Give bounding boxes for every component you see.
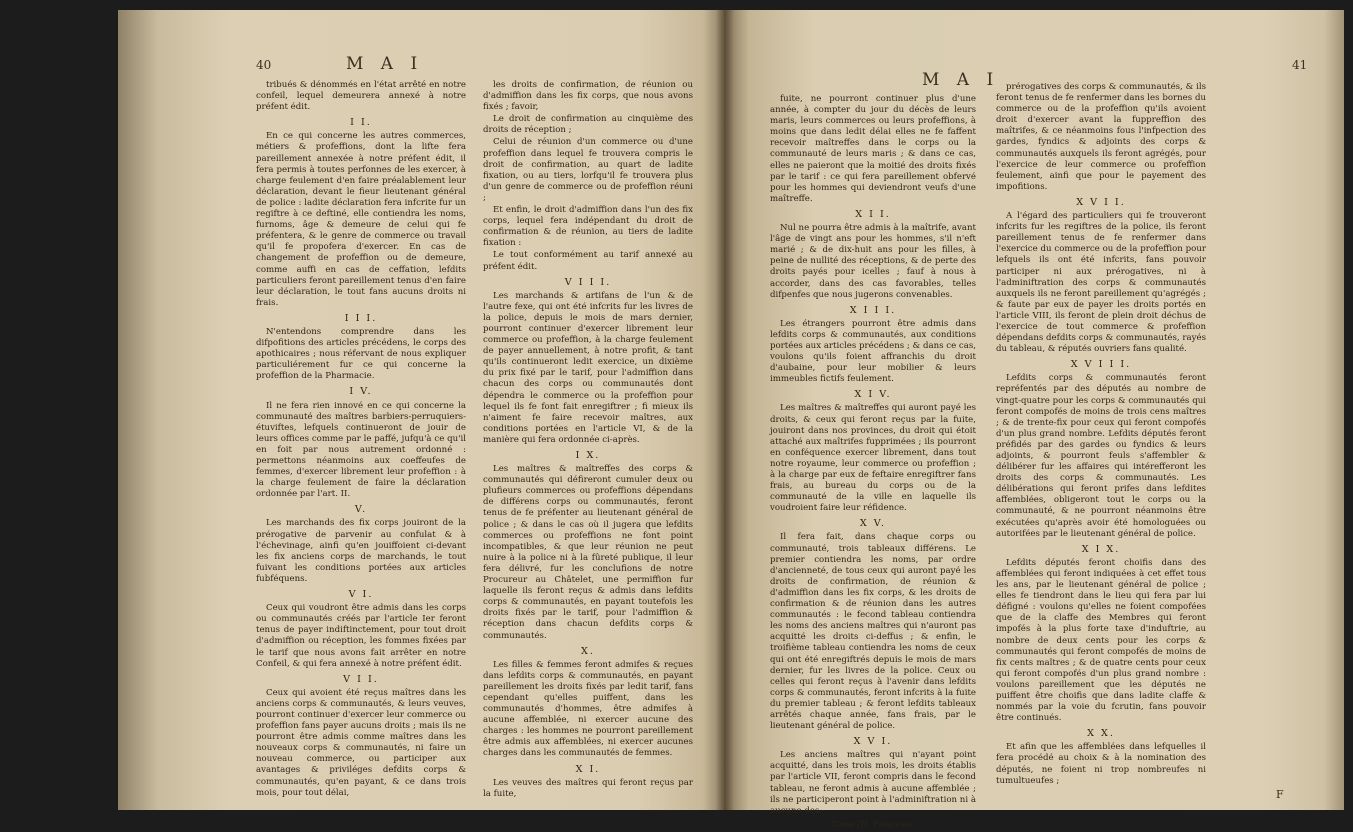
paragraph: prérogatives des corps & communautés, & ils feront tenus de fe renfermer dans les bornes du commerce ou de la profeffion qu'ils avoient droit d'exercer avant la fuppreffion des maîtrifes, & ce néanmoins fous l'infpection des gardes, fyndics & adjoints des corps & communautés auxquels ils feront agrégés, pour l'exercice de leur commerce ou profeffion feulement, ainfi que pour le payement des impofitions. bbox=[996, 82, 1206, 192]
article-heading: I V. bbox=[349, 386, 373, 398]
right-column-2 bbox=[996, 82, 1206, 788]
paragraph: Les maîtres & maîtreffes des corps & communautés qui défireront cumuler deux ou plufieurs commerces ou profeffions dépendans de différens corps ou communautés, feront tenus de fe préfenter au lieutenant général de police ; & dans le cas où il jugera que lefdits commerces ou profeffions ne font point incompatibles, & que leur réunion ne peut nuire à la police ni à la fûreté publique, il leur fera délivré, fur les conclufions de notre Procureur au Châtelet, une permiffion fur laquelle ils feront reçus & admis dans lefdits corps & communautés, en payant toutefois les droits fixés par le tarif, pour l'admiffion & réception dans chacun defdits corps & communautés. bbox=[483, 464, 693, 641]
article-heading: V. bbox=[354, 504, 368, 516]
article-heading: V I I I. bbox=[564, 276, 612, 288]
signature-mark: F bbox=[1276, 788, 1284, 801]
article-heading: X X. bbox=[1087, 728, 1115, 740]
left-page bbox=[118, 10, 724, 810]
paragraph: Les maîtres & maîtreffes qui auront payé les droits, & ceux qui feront reçus par la fuite, jouiront dans nos provinces, du droit qui étoit attaché aux maîtrifes fupprimées ; ils pourront en conféquence exercer librement, dans tout notre royaume, leur commerce ou profeffion ; à la charge par eux de feftaire enregiftrer fans frais, au bureau du corps ou de la communauté de la ville en laquelle ils voudroient faire leur réfidence. bbox=[770, 403, 976, 514]
paragraph: Le tout conformément au tarif annexé au préfent édit. bbox=[483, 250, 693, 272]
article-heading: I I. bbox=[350, 117, 372, 129]
article-heading: X V I. bbox=[853, 736, 893, 748]
article-heading: V I I. bbox=[343, 673, 379, 685]
article-heading: X V I I. bbox=[1076, 196, 1126, 208]
right-running-head: M A I bbox=[922, 70, 1000, 90]
paragraph: Lefdits députés feront choifis dans des affemblées qui feront indiquées à cet effet tous les ans, par le lieutenant général de police ; elles fe tiendront dans le lieu qui fera par lui défigné : voulons qu'elles ne foient compofées que de la claffe des Membres qui feront impofés à la plus forte taxe d'induftrie, au nombre de deux cents pour les corps & communautés qui feront compofés de moins de fix cents maîtres ; & de quatre cents pour ceux qui feront compofés d'un plus grand nombre : voulons pareillement que les députés ne puiffent être choifis que dans ladite claffe & nommés par la voie du fcrutin, fans pouvoir être continués. bbox=[996, 557, 1206, 724]
article-heading: X V. bbox=[859, 518, 887, 530]
right-column-1 bbox=[770, 94, 976, 832]
paragraph: Et afin que les affemblées dans lefquelles il fera procédé au choix & à la nomination des députés, ne foient ni trop nombreufes ni tumultueufes ; bbox=[996, 742, 1206, 786]
left-running-head: M A I bbox=[346, 54, 424, 74]
paragraph: Les marchands & artifans de l'un & de l'autre fexe, qui ont été infcrits fur les livres de la police, depuis le mois de mars dernier, pourront continuer d'exercer librement leur commerce ou profeffion, à la charge feulement de payer annuellement, à notre profit, & tant qu'ils continueront ledit exercice, un dixième du prix fixé par le tarif, pour l'admiffion dans chacun des corps ou communautés dont dépendra le commerce ou la profeffion pour lequel ils fe font fait enregiftrer ; fi mieux ils n'aiment fe faire recevoir maîtres, aux conditions portées en l'article VI, & de la manière qui fera ordonnée ci-après. bbox=[483, 290, 693, 445]
paragraph: tribués & dénommés en l'état arrêté en notre confeil, lequel demeurera annexé à notre préfent édit. bbox=[256, 80, 466, 113]
left-page-number: 40 bbox=[256, 58, 272, 72]
paragraph: A l'égard des particuliers qui fe trouveront infcrits fur les regiftres de la police, ils feront pareillement tenus de fe renfermer dans l'exercice du commerce ou de la profeffion pour lefquels ils ont été infcrits, fans pouvoir participer ni aux prérogatives, ni à l'adminiftration des corps & communautés auxquels ils ne feront pareillement qu'agrégés ; & faute par eux de payer les droits portés en l'article VIII, ils feront de plein droit déchus de l'exercice de tout commerce & profeffion dépendans defdits corps & communautés, rayés du tableau, & réputés ouvriers fans qualité. bbox=[996, 211, 1206, 355]
paragraph: En ce qui concerne les autres commerces, métiers & profeffions, dont la lifte fera pareillement annexée à notre préfent édit, il fera permis à toutes perfonnes de les exercer, à charge feulement d'en faire préalablement leur déclaration, devant le fieur lieutenant général de police : ladite déclaration fera infcrite fur un regiftre à ce deftiné, elle contiendra les noms, furnoms, âge & demeure de celui qui fe préfentera, & le genre de commerce ou travail qu'il fe propofera d'exercer. En cas de changement de profeffion ou de demeure, comme auffi en cas de ceffation, lefdits particuliers feront pareillement tenus d'en faire leur déclaration, le tout fans aucuns droits ni frais. bbox=[256, 131, 466, 308]
paragraph: Ceux qui voudront être admis dans les corps ou communautés créés par l'article Ier feront tenus de payer indiftinctement, pour tout droit d'admiffion ou réception, les fommes fixées par le tarif que nous avons fait arrêter en notre Confeil, & qui fera annexé à notre préfent édit. bbox=[256, 603, 466, 669]
article-heading: X. bbox=[581, 645, 595, 657]
article-heading: X I I. bbox=[855, 208, 891, 220]
right-page-number: 41 bbox=[1292, 58, 1308, 72]
paragraph: fuite, ne pourront continuer plus d'une année, à compter du jour du décès de leurs maris, leurs commerces ou leurs profeffions, à moins que dans ledit délai elles ne fe faffent recevoir maîtreffes dans le corps ou la communauté de leurs maris ; & dans ce cas, elles ne paieront que la moitié des droits fixés par le tarif : ce qui fera pareillement obfervé pour les hommes qui deviendront veufs d'une maîtreffe. bbox=[770, 94, 976, 204]
paragraph: Les anciens maîtres qui n'ayant point acquitté, dans les trois mois, les droits établis par l'article VII, feront compris dans le fecond tableau, ne feront admis à aucune affemblée ; ils ne participeront point à l'adminiftration ni à aucune des bbox=[770, 750, 976, 816]
paragraph: Et enfin, le droit d'admiffion dans l'un des fix corps, lequel fera indépendant du droit de confirmation & de réunion, au tiers de ladite fixation : bbox=[483, 205, 693, 249]
paragraph: Les marchands des fix corps jouiront de la prérogative de parvenir au confulat & à l'échevinage, ainfi qu'en jouiffoient ci-devant les fix anciens corps de marchands, le tout fuivant les conditions portées aux articles fubféquens. bbox=[256, 518, 466, 584]
paragraph: Nul ne pourra être admis à la maîtrife, avant l'âge de vingt ans pour les hommes, s'il n'eft marié ; & de dix-huit ans pour les filles, à peine de nullité des réceptions, & de perte des droits payés pour icelles ; fauf à nous à accorder, dans des cas favorables, telles difpenfes que nous jugerons convenables. bbox=[770, 223, 976, 300]
article-heading: X V I I I. bbox=[1070, 359, 1132, 371]
paragraph: Ceux qui avoient été reçus maîtres dans les anciens corps & communautés, & leurs veuves, pourront continuer d'exercer leur commerce ou profeffion fans payer aucuns droits ; mais ils ne pourront être admis comme maîtres dans les nouveaux corps & communautés, ni faire un nouveau commerce, ou participer aux avantages & priviléges defdits corps & communautés, qu'en payant, & ce dans trois mois, pour tout délai, bbox=[256, 687, 466, 798]
book-gutter bbox=[716, 10, 734, 810]
book-spread bbox=[118, 10, 1344, 830]
article-heading: X I V. bbox=[854, 389, 892, 401]
paragraph: les droits de confirmation, de réunion ou d'admiffion dans les fix corps, que nous avons fixés ; favoir, bbox=[483, 80, 693, 113]
article-heading: X I. bbox=[575, 763, 601, 775]
paragraph: Il fera fait, dans chaque corps ou communauté, trois tableaux différens. Le premier contiendra les noms, par ordre d'ancienneté, de tous ceux qui auront payé les droits de confirmation, de réunion & d'admiffion dans les fix corps, & les droits de confirmation & de réunion dans les autres communautés : le fecond tableau contiendra les noms des anciens maîtres qui n'auront pas acquitté les droits ci-deffus ; & enfin, le troifième tableau contiendra les noms de ceux qui ont été enregiftrés depuis le mois de mars dernier, fur les livres de la police. Ceux ou celles qui feront reçus à l'avenir dans lefdits corps & communautés, feront infcrits à la fuite du premier tableau ; & feront lefdits tableaux arrêtés chaque année, fans frais, par le lieutenant général de police. bbox=[770, 532, 976, 732]
paragraph: N'entendons comprendre dans les difpofitions des articles précédens, le corps des apothicaires ; nous réfervant de nous expliquer particuliérement fur ce qui concerne la profeffion de la Pharmacie. bbox=[256, 326, 466, 382]
left-column-1 bbox=[256, 80, 466, 800]
paragraph: Il ne fera rien innové en ce qui concerne la communauté des maîtres barbiers-perruquiers-étuviftes, lefquels continueront de jouir de leurs offices comme par le paffé, jufqu'à ce qu'il en foit par nous autrement ordonné : permettons néanmoins aux coeffeufes de femmes, d'exercer librement leur profeffion : à la charge feulement de faire la déclaration ordonnée par l'art. II. bbox=[256, 400, 466, 500]
paragraph: Celui de réunion d'un commerce ou d'une profeffion dans lequel fe trouvera compris le droit de confirmation, au quart de ladite fixation, ou au tiers, lorfqu'il fe trouvera plus d'un genre de commerce ou de profeffion réuni ; bbox=[483, 137, 693, 203]
article-heading: X I I I. bbox=[849, 304, 897, 316]
paragraph: Les veuves des maîtres qui feront reçus par la fuite, bbox=[483, 777, 693, 799]
paragraph: Lefdits corps & communautés feront repréfentés par des députés au nombre de vingt-quatre pour les corps & communautés qui feront compofés de moins de trois cens maîtres ; & de trente-fix pour ceux qui feront compofés d'un plus grand nombre. Lefdits députés feront préfidés par des gardes ou fyndics & leurs adjoints, & pourront feuls s'affembler & délibérer fur les affaires qui intérefferont les droits des corps & communautés. Les délibérations qui feront prifes dans lefdites affemblées, obligeront tout le corps ou la communauté, & ne pourront néanmoins être exécutées qu'après avoir été homologuées ou autorifées par le lieutenant général de police. bbox=[996, 373, 1206, 539]
article-heading: I X. bbox=[575, 450, 601, 461]
footer-line: Tome III. Finances. bbox=[831, 819, 915, 830]
right-page bbox=[724, 10, 1344, 830]
article-heading: X I X. bbox=[1081, 543, 1121, 555]
paragraph: Le droit de confirmation au cinquième des droits de réception ; bbox=[483, 114, 693, 136]
article-heading: I I I. bbox=[344, 312, 378, 324]
paragraph: Les étrangers pourront être admis dans lefdits corps & communautés, aux conditions portées aux articles précédens ; & dans ce cas, voulons qu'ils foient affranchis du droit d'aubaine, pour leur mobilier & leurs immeubles fictifs feulement. bbox=[770, 318, 976, 385]
article-heading: V I. bbox=[348, 589, 374, 601]
paragraph: Les filles & femmes feront admifes & reçues dans lefdits corps & communautés, en payant pareillement les droits fixés par ledit tarif, fans cependant qu'elles puiffent, dans les communautés d'hommes, être admifes à aucune affemblée, ni exercer aucune des charges : les hommes ne pourront pareillement être admis aux affemblées, ni exercer aucunes charges dans les communautés de femmes. bbox=[483, 659, 693, 759]
left-column-2 bbox=[483, 80, 693, 801]
